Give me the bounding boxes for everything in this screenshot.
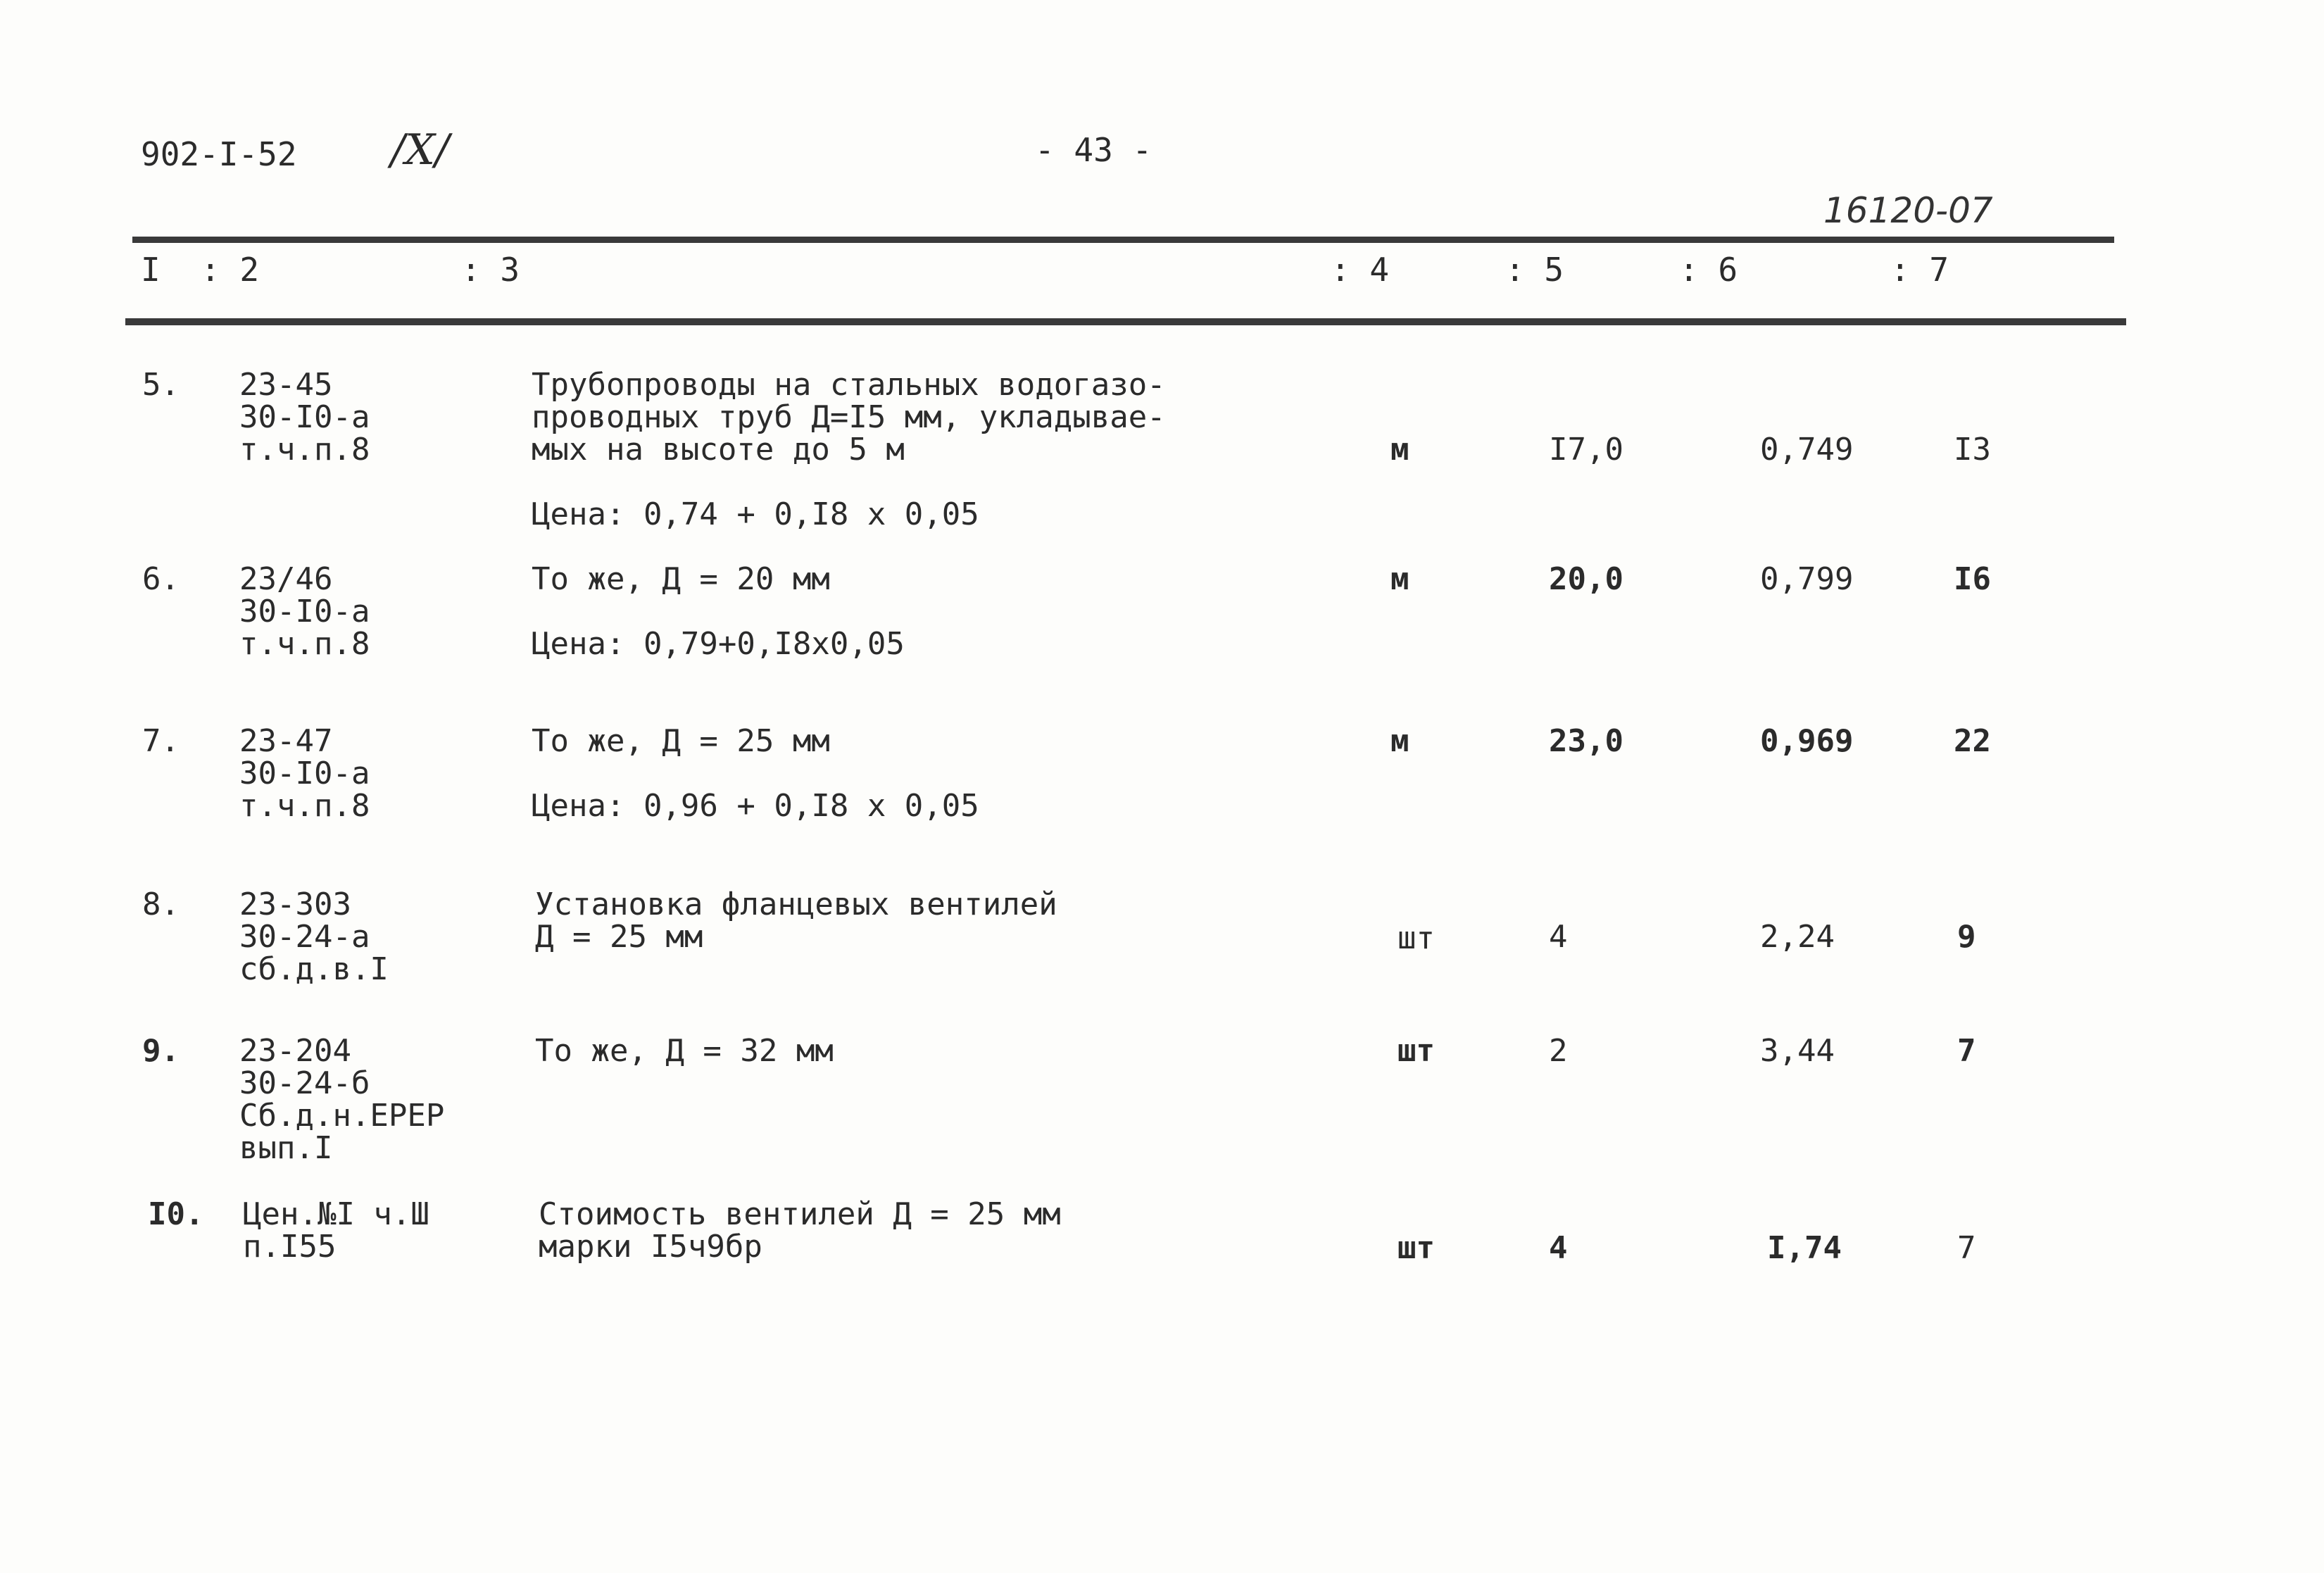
document-number: 902-I-52 — [141, 135, 297, 173]
row-number: 8. — [142, 886, 180, 922]
row-description-line: Стоимость вентилей Д = 25 мм — [539, 1196, 1061, 1232]
row-code-line: 23/46 — [239, 561, 333, 597]
row-quantity: 4 — [1549, 919, 1568, 955]
row-unit: шт — [1397, 920, 1435, 956]
row-code-line: 23-45 — [239, 367, 333, 403]
row-code-line: т.ч.п.8 — [239, 788, 370, 824]
row-quantity: I7,0 — [1549, 432, 1623, 468]
row-total: 9 — [1957, 919, 1976, 955]
row-rate: 0,799 — [1760, 561, 1854, 597]
row-code-line: 23-303 — [239, 886, 351, 922]
handwritten-mark: /X/ — [391, 125, 450, 175]
row-code-line: т.ч.п.8 — [239, 432, 370, 468]
column-header-3: : 3 — [461, 251, 520, 289]
row-total: I6 — [1954, 561, 1991, 597]
row-rate: 0,749 — [1760, 432, 1854, 468]
row-rate: I,74 — [1767, 1230, 1842, 1266]
row-description-line: Установка фланцевых вентилей — [535, 886, 1057, 922]
row-description-line: То же, Д = 25 мм — [532, 723, 830, 759]
row-price-formula: Цена: 0,74 + 0,I8 x 0,05 — [532, 496, 979, 532]
row-unit: м — [1390, 723, 1409, 759]
row-description-line: Д = 25 мм — [535, 919, 703, 955]
row-code-line: 23-47 — [239, 723, 333, 759]
column-header-6: : 6 — [1679, 251, 1738, 289]
row-code-line: п.I55 — [243, 1229, 337, 1265]
row-description-line: проводных труб Д=I5 мм, укладывае- — [532, 399, 1166, 435]
row-total: 7 — [1957, 1230, 1976, 1266]
column-header-2: : 2 — [201, 251, 260, 289]
column-header-1: I — [141, 251, 161, 289]
row-total: I3 — [1954, 432, 1991, 468]
row-description-line: Трубопроводы на стальных водогазо- — [532, 367, 1166, 403]
row-description-line: марки I5ч9бр — [539, 1229, 762, 1265]
row-code-line: 30-24-б — [239, 1065, 370, 1101]
row-rate: 2,24 — [1760, 919, 1835, 955]
row-code-line: т.ч.п.8 — [239, 626, 370, 662]
row-unit: шт — [1397, 1033, 1435, 1069]
row-number: 7. — [142, 723, 180, 759]
row-number: 5. — [142, 367, 180, 403]
row-total: 7 — [1957, 1033, 1976, 1069]
row-price-formula: Цена: 0,96 + 0,I8 x 0,05 — [532, 788, 979, 824]
row-unit: шт — [1397, 1230, 1435, 1266]
row-description-line: мых на высоте до 5 м — [532, 432, 905, 468]
row-unit: м — [1390, 432, 1409, 468]
row-quantity: 20,0 — [1549, 561, 1623, 597]
row-quantity: 23,0 — [1549, 723, 1623, 759]
row-rate: 0,969 — [1760, 723, 1854, 759]
table-top-rule — [132, 237, 2114, 243]
row-code-line: 30-I0-a — [239, 594, 370, 629]
row-rate: 3,44 — [1760, 1033, 1835, 1069]
row-description-line: То же, Д = 20 мм — [532, 561, 830, 597]
row-total: 22 — [1954, 723, 1991, 759]
archive-code: 16120-07 — [1823, 190, 1993, 231]
row-code-line: вып.I — [239, 1130, 333, 1166]
table-header-rule — [125, 318, 2126, 325]
row-number: 6. — [142, 561, 180, 597]
row-code-line: сб.д.в.I — [239, 951, 389, 987]
row-code-line: 30-I0-a — [239, 399, 370, 435]
row-quantity: 2 — [1549, 1033, 1568, 1069]
row-code-line: Сб.д.н.ЕРЕР — [239, 1098, 445, 1134]
row-unit: м — [1390, 561, 1409, 597]
page-number: - 43 - — [1035, 131, 1152, 169]
row-price-formula: Цена: 0,79+0,I8x0,05 — [532, 626, 905, 662]
row-quantity: 4 — [1549, 1230, 1568, 1266]
row-code-line: 30-I0-a — [239, 756, 370, 791]
row-code-line: Цен.№I ч.Ш — [243, 1196, 429, 1232]
row-code-line: 30-24-a — [239, 919, 370, 955]
row-number: I0. — [148, 1196, 204, 1232]
row-number: 9. — [142, 1033, 180, 1069]
column-header-5: : 5 — [1505, 251, 1564, 289]
row-code-line: 23-204 — [239, 1033, 351, 1069]
column-header-4: : 4 — [1331, 251, 1390, 289]
column-header-7: : 7 — [1890, 251, 1949, 289]
row-description-line: То же, Д = 32 мм — [535, 1033, 834, 1069]
